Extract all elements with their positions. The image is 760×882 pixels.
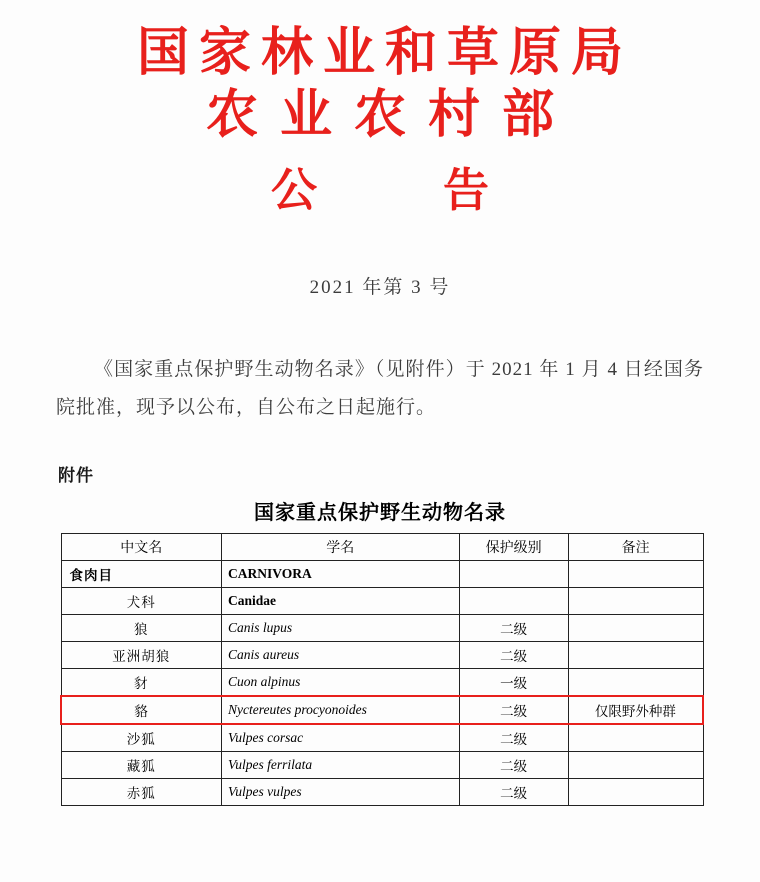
table-row <box>61 724 703 752</box>
cell-remarks <box>568 560 703 587</box>
body-paragraph <box>56 351 704 427</box>
cell-remarks <box>568 724 703 752</box>
body-paragraph-text: 《国家重点保护野生动物名录》（见附件）于 2021 年 1 月 4 日经国务院批准，现予以公布，自公布之日起施行。 <box>56 358 704 418</box>
table-row <box>61 778 703 805</box>
cell-protection-level: 二级 <box>459 778 568 805</box>
col-header-chinese-name: 中文名 <box>61 533 222 560</box>
cell-protection-level: 二级 <box>459 696 568 724</box>
cell-chinese-name: 亚洲胡狼 <box>61 641 222 668</box>
cell-remarks <box>568 751 703 778</box>
announcement-heading: 公 告 <box>271 162 529 217</box>
catalog-table <box>60 533 704 806</box>
table-row <box>61 696 703 724</box>
cell-protection-level: 二级 <box>459 614 568 641</box>
cell-chinese-name: 赤狐 <box>61 778 222 805</box>
masthead <box>0 0 760 218</box>
cell-scientific-name: Vulpes ferrilata <box>222 751 460 778</box>
cell-chinese-name: 貉 <box>61 696 222 724</box>
cell-scientific-name: Vulpes corsac <box>222 724 460 752</box>
attachment-label: 附件 <box>58 465 94 485</box>
table-row <box>61 587 703 614</box>
col-header-remarks: 备注 <box>568 533 703 560</box>
cell-scientific-name: Nyctereutes procyonoides <box>222 696 460 724</box>
cell-scientific-name: Canidae <box>222 587 460 614</box>
cell-scientific-name: Cuon alpinus <box>222 668 460 696</box>
table-row <box>61 614 703 641</box>
catalog-table-body <box>61 533 703 805</box>
cell-scientific-name: CARNIVORA <box>222 560 460 587</box>
table-header-row <box>61 533 703 560</box>
cell-chinese-name: 沙狐 <box>61 724 222 752</box>
cell-scientific-name: Canis aureus <box>222 641 460 668</box>
cell-scientific-name: Canis lupus <box>222 614 460 641</box>
table-row <box>61 668 703 696</box>
col-header-scientific-name: 学名 <box>222 533 460 560</box>
cell-protection-level: 一级 <box>459 668 568 696</box>
col-header-protection-level: 保护级别 <box>459 533 568 560</box>
cell-protection-level <box>459 587 568 614</box>
catalog-table-wrapper <box>60 533 704 806</box>
cell-protection-level: 二级 <box>459 751 568 778</box>
table-title: 国家重点保护野生动物名录 <box>254 501 506 524</box>
cell-remarks <box>568 641 703 668</box>
cell-remarks <box>568 668 703 696</box>
table-row <box>61 560 703 587</box>
cell-remarks: 仅限野外种群 <box>568 696 703 724</box>
cell-protection-level <box>459 560 568 587</box>
issuing-agency-line-2: 农业农村部 <box>205 84 576 146</box>
cell-chinese-name: 豺 <box>61 668 222 696</box>
table-row <box>61 751 703 778</box>
cell-chinese-name: 狼 <box>61 614 222 641</box>
cell-remarks <box>568 778 703 805</box>
cell-protection-level: 二级 <box>459 641 568 668</box>
document-number: 2021 年第 3 号 <box>309 276 451 298</box>
table-row <box>61 641 703 668</box>
cell-chinese-name: 犬科 <box>61 587 222 614</box>
cell-remarks <box>568 587 703 614</box>
issuing-agency-line-1: 国家林业和草原局 <box>136 22 633 83</box>
cell-scientific-name: Vulpes vulpes <box>222 778 460 805</box>
cell-protection-level: 二级 <box>459 724 568 752</box>
cell-chinese-name: 食肉目 <box>61 560 222 587</box>
cell-remarks <box>568 614 703 641</box>
cell-chinese-name: 藏狐 <box>61 751 222 778</box>
